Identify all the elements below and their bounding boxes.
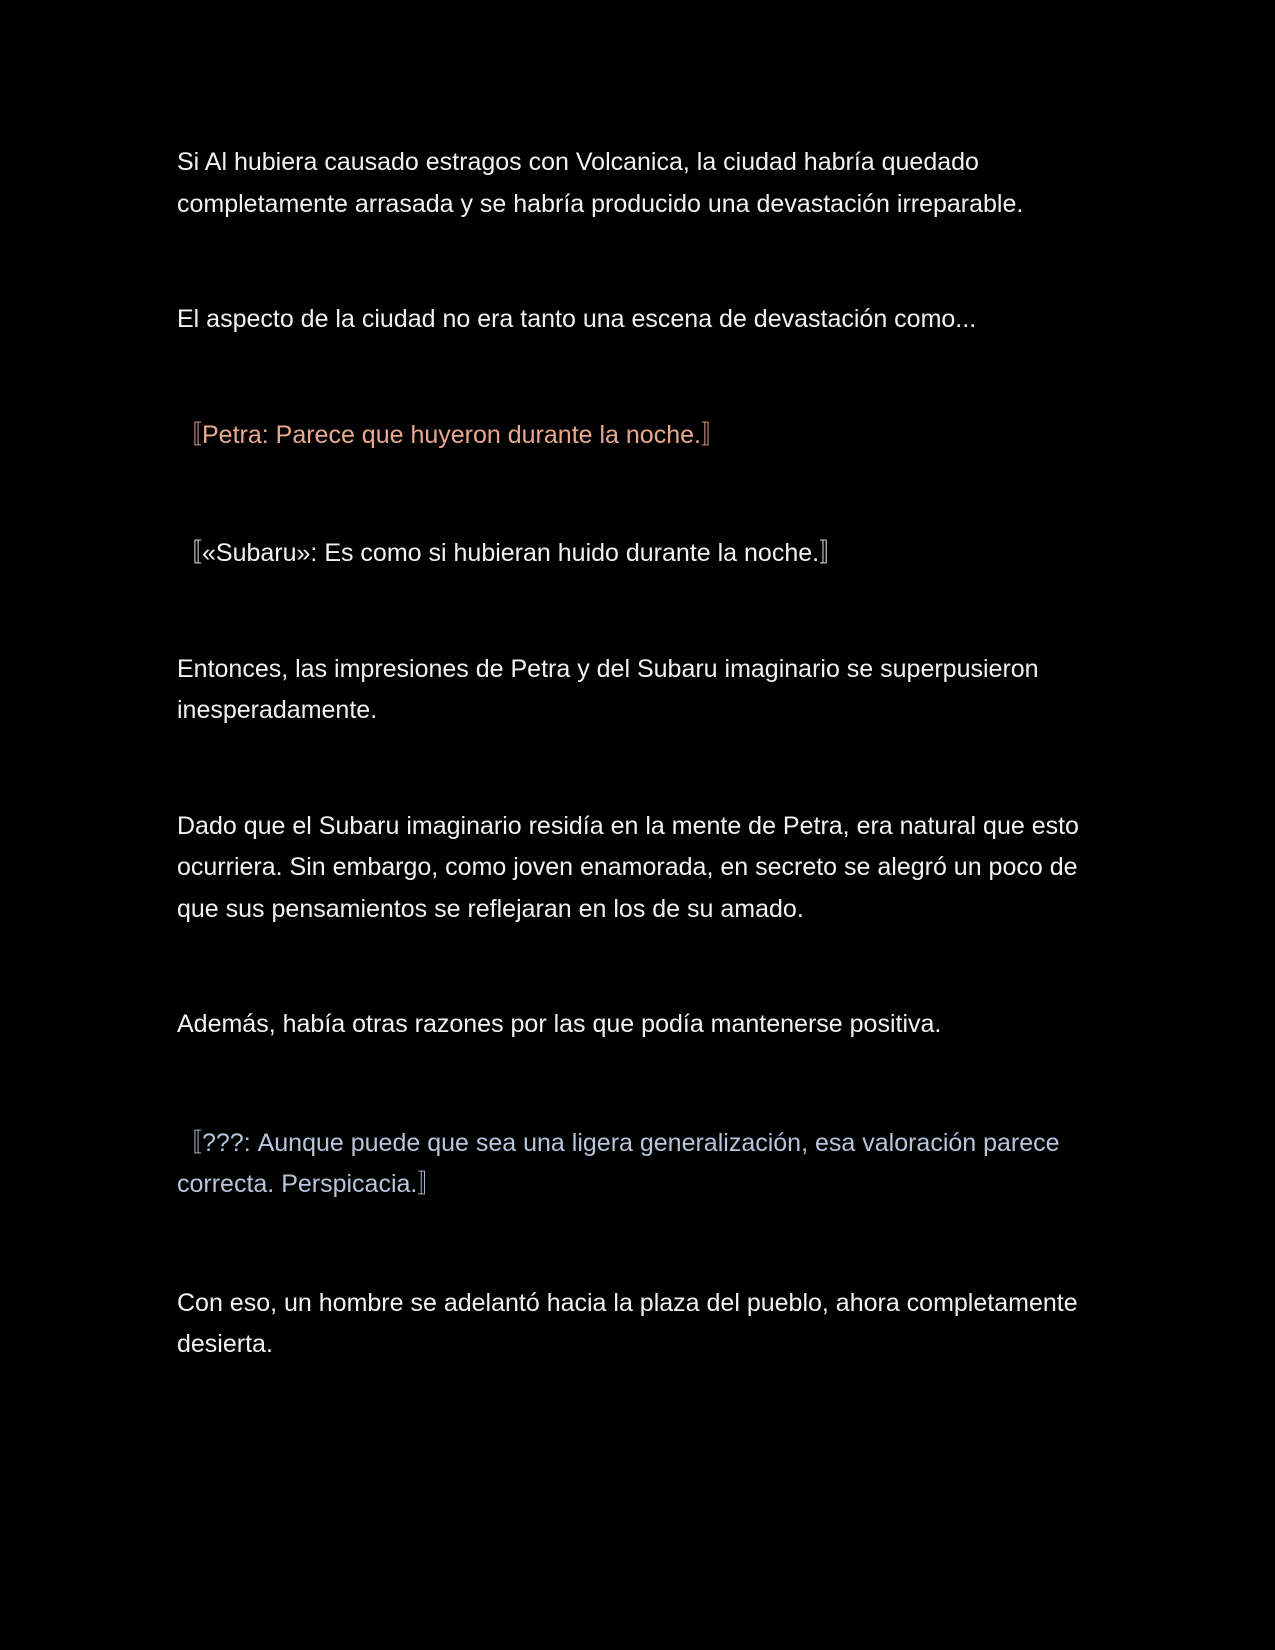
document-page [177, 142, 1097, 1366]
paragraph-narration: Dado que el Subaru imaginario residía en la mente de Petra, era natural que esto ocurriera. Sin embargo, como joven enamorada, en secreto se alegró un poco de que sus pensamientos se reflejaran en los de su amado. [177, 811, 1079, 923]
dialogue-unknown: 〚???: Aunque puede que sea una ligera generalización, esa valoración parece correcta. Perspicacia.〛 [177, 1128, 1060, 1198]
dialogue-subaru: 〚«Subaru»: Es como si hubieran huido durante la noche.〛 [177, 539, 845, 567]
paragraph-narration: El aspecto de la ciudad no era tanto una escena de devastación como... [177, 305, 977, 333]
paragraph-narration: Con eso, un hombre se adelantó hacia la plaza del pueblo, ahora completamente desierta. [177, 1288, 1078, 1358]
paragraph-narration: Entonces, las impresiones de Petra y del Subaru imaginario se superpusieron inesperadamente. [177, 654, 1039, 724]
paragraph-narration: Si Al hubiera causado estragos con Volcanica, la ciudad habría quedado completamente arrasada y se habría producido una devastación irreparable. [177, 148, 1024, 218]
paragraph-narration: Además, había otras razones por las que podía mantenerse positiva. [177, 1010, 942, 1038]
dialogue-petra: 〚Petra: Parece que huyeron durante la noche.〛 [177, 420, 726, 449]
